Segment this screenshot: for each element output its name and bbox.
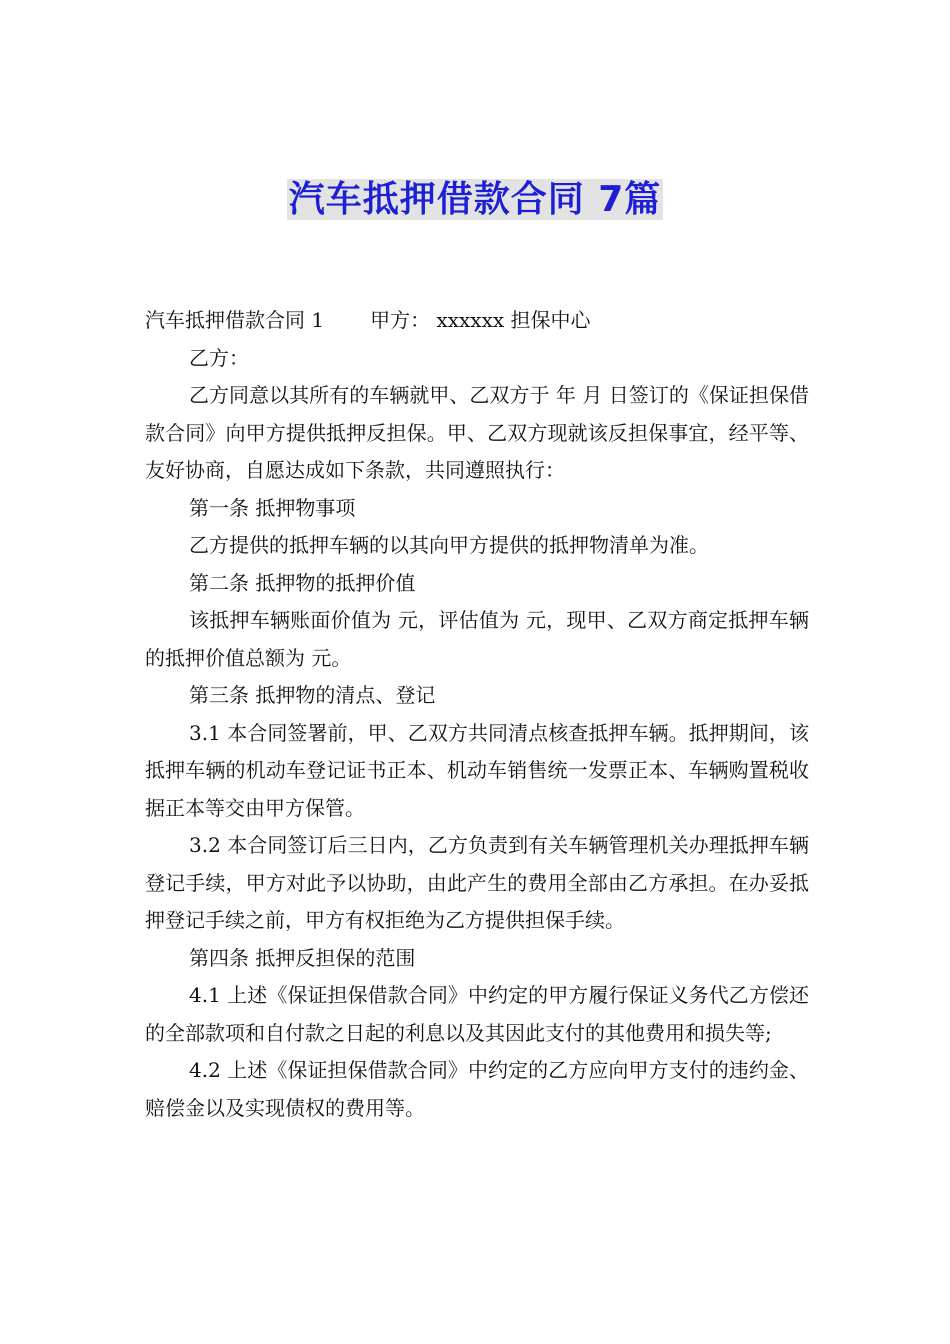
section-heading: 第三条 抵押物的清点、登记 [189, 683, 436, 707]
document-body [145, 302, 809, 1127]
paragraph: 4.2 上述《保证担保借款合同》中约定的乙方应向甲方支付的违约金、赔偿金以及实现债权的费用等。 [145, 1058, 809, 1120]
section-heading: 第四条 抵押反担保的范围 [189, 945, 416, 970]
paragraph: 乙方： [189, 345, 249, 370]
party-a-label: 甲方： xxxxxx 担保中心 [370, 308, 591, 332]
paragraph: 该抵押车辆账面价值为 元，评估值为 元，现甲、乙双方商定抵押车辆的抵押价值总额为 元。 [145, 608, 809, 670]
paragraph: 乙方同意以其所有的车辆就甲、乙双方于 年 月 日签订的《保证担保借款合同》向甲方提供抵押反担保。甲、乙双方现就该反担保事宜，经平等、友好协商，自愿达成如下条款，共同遵照执行： [145, 383, 809, 482]
paragraph: 4.1 上述《保证担保借款合同》中约定的甲方履行保证义务代乙方偿还的全部款项和自付款之日起的利息以及其因此支付的其他费用和损失等; [145, 983, 809, 1045]
contract-name: 汽车抵押借款合同 1 [145, 308, 325, 332]
paragraph: 乙方提供的抵押车辆的以其向甲方提供的抵押物清单为准。 [189, 533, 709, 557]
document-title [0, 176, 950, 224]
paragraph: 3.2 本合同签订后三日内，乙方负责到有关车辆管理机关办理抵押车辆登记手续，甲方对此予以协助，由此产生的费用全部由乙方承担。在办妥抵押登记手续之前，甲方有权拒绝为乙方提供担保手续。 [145, 833, 809, 932]
contract-heading-line [145, 302, 809, 340]
paragraph: 3.1 本合同签署前，甲、乙双方共同清点核查抵押车辆。抵押期间，该抵押车辆的机动车登记证书正本、机动车销售统一发票正本、车辆购置税收据正本等交由甲方保管。 [145, 720, 809, 820]
document-title-text: 汽车抵押借款合同 7篇 [288, 179, 662, 220]
section-heading: 第二条 抵押物的抵押价值 [189, 570, 416, 595]
section-heading: 第一条 抵押物事项 [189, 495, 356, 520]
